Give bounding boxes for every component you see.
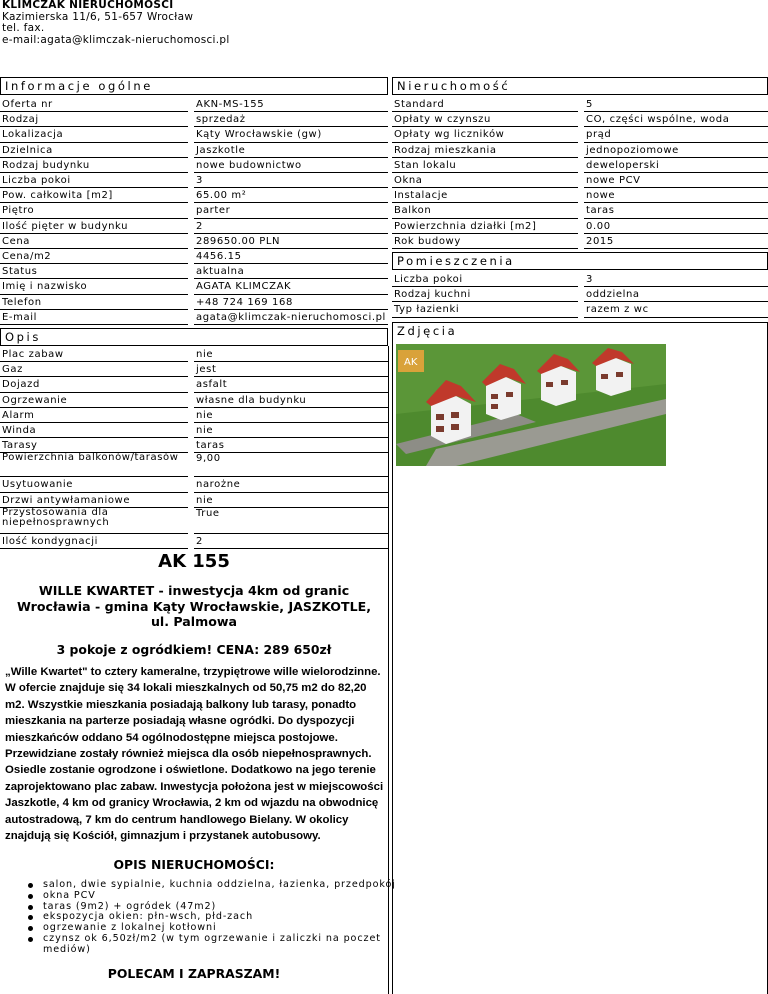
table-row	[392, 234, 768, 249]
row-label: Plac zabaw	[2, 349, 64, 360]
list-item-text: czynsz ok 6,50zł/m2 (w tym ogrzewanie i zaliczki na poczet mediów)	[43, 932, 381, 955]
table-row	[0, 295, 388, 310]
row-value: taras	[196, 440, 225, 452]
row-value: True	[196, 507, 220, 519]
list-item-text: ekspozycja okien: płn-wsch, płd-zach	[43, 911, 254, 923]
row-label: Rodzaj budynku	[2, 159, 90, 171]
row-value: oddzielna	[586, 289, 640, 301]
row-value: parter	[196, 205, 231, 217]
agency-email: e-mail:agata@klimczak-nieruchomosci.pl	[2, 33, 230, 46]
row-value: 2	[196, 220, 203, 232]
row-value: jednopoziomowe	[586, 144, 679, 156]
table-row	[0, 423, 388, 438]
row-label: Standard	[394, 99, 445, 110]
table-row	[0, 112, 388, 127]
row-value: własne dla budynku	[196, 394, 307, 406]
table-row	[0, 158, 388, 173]
bullet-icon	[28, 894, 33, 899]
row-label: Liczba pokoi	[2, 175, 71, 186]
table-row	[0, 362, 388, 377]
row-divider	[194, 548, 388, 549]
section-title-general: Informacje ogólne	[0, 77, 388, 95]
table-row	[0, 264, 388, 279]
table-row	[0, 493, 388, 508]
table-row	[0, 234, 388, 249]
table-row	[0, 249, 388, 264]
row-value: sprzedaż	[196, 114, 246, 126]
table-row	[0, 534, 388, 549]
row-value: 65.00 m²	[196, 190, 247, 202]
table-row	[0, 127, 388, 142]
list-item	[28, 934, 398, 956]
table-row	[0, 188, 388, 203]
table-row	[392, 219, 768, 234]
table-row	[392, 272, 768, 287]
row-label: Ilość kondygnacji	[2, 535, 98, 547]
row-label: Imię i nazwisko	[2, 281, 88, 293]
table-row	[392, 287, 768, 302]
row-divider	[0, 324, 188, 325]
list-item-text: salon, dwie sypialnie, kuchnia oddzielna, łazienka, przedpokój	[43, 879, 396, 890]
row-label: Powierzchnia balkonów/tarasów	[2, 452, 179, 464]
row-label: Telefon	[2, 296, 42, 308]
offer-code: AK 155	[158, 551, 230, 572]
property-photo[interactable]	[396, 344, 666, 466]
row-divider	[584, 248, 768, 249]
row-label: Opłaty w czynszu	[394, 114, 491, 126]
row-value: AGATA KLIMCZAK	[196, 281, 292, 293]
row-value: nowe budownictwo	[196, 159, 302, 171]
table-row	[0, 219, 388, 234]
bullet-icon	[28, 926, 33, 931]
table-row	[0, 173, 388, 188]
row-value: 3	[196, 175, 203, 186]
features-title: OPIS NIERUCHOMOŚCI:	[113, 857, 275, 872]
row-label: Rok budowy	[394, 235, 461, 247]
row-value: CO, części wspólne, woda	[586, 114, 730, 126]
agency-header	[2, 0, 230, 46]
row-value: asfalt	[196, 379, 228, 391]
row-label: Przystosowania dla niepełnosprawnych	[2, 506, 110, 528]
row-label: Powierzchnia działki [m2]	[394, 220, 537, 232]
row-value: 4456.15	[196, 251, 242, 262]
row-value: 9,00	[196, 453, 221, 465]
table-row	[0, 347, 388, 362]
row-label: Typ łazienki	[394, 304, 460, 316]
table-row	[0, 203, 388, 218]
row-value: nie	[196, 425, 214, 436]
table-row	[392, 302, 768, 317]
table-row	[0, 279, 388, 294]
row-label: Alarm	[2, 409, 35, 421]
table-row	[0, 508, 388, 534]
bullet-icon	[28, 937, 33, 942]
table-row	[392, 143, 768, 158]
table-row	[0, 310, 388, 325]
section-title-opis: Opis	[0, 328, 388, 346]
row-label: Oferta nr	[2, 99, 53, 110]
table-row	[392, 97, 768, 112]
list-item-text: okna PCV	[43, 889, 96, 901]
offer-headline: WILLE KWARTET - inwestycja 4km od granic Wrocławia - gmina Kąty Wrocławskie, JASZKOTLE, ul. Palmowa	[16, 583, 372, 630]
agency-address: Kazimierska 11/6, 51-657 Wrocław	[2, 10, 194, 23]
row-label: Pow. całkowita [m2]	[2, 190, 113, 202]
table-row	[0, 477, 388, 492]
row-label: Piętro	[2, 205, 35, 217]
row-label: Liczba pokoi	[394, 274, 463, 285]
row-value: nowe PCV	[586, 175, 641, 186]
offer-description: „Wille Kwartet" to cztery kameralne, trzypiętrowe wille wielorodzinne. W ofercie znajduje się 34 lokali mieszkalnych od 50,75 m2 do 82,20 m2. Wszystkie mieszkania posiadają balkony lub tarasy, ponadto mieszkania na parterze posiadają własne ogródki. Do dyspozycji mieszkańców oddano 54 ogólnodostępne miejsca postojowe. Przewidziane zostały również miejsca dla osób niepełnosprawnych. Osiedle zostanie ogrodzone i oświetlone. Dodatkowo na jego terenie zaprojektowano plac zabaw. Inwestycja położona jest w miejscowości Jaszkotle, 4 km od granicy Wrocławia, 2 km od wjazdu na obwodnicę autostradową, 7 km do centrum handlowego Bielany. W okolicy znajdują się Kościół, gimnazjum i przystanek autobusowy.	[5, 666, 384, 843]
section-title-photos: Zdjęcia	[392, 322, 768, 342]
row-label: Cena/m2	[2, 251, 52, 262]
row-divider	[0, 548, 188, 549]
table-row	[392, 203, 768, 218]
table-row	[392, 173, 768, 188]
section-title-rooms: Pomieszczenia	[392, 252, 768, 270]
row-value: aktualna	[196, 266, 245, 278]
offer-subheadline: 3 pokoje z ogródkiem! CENA: 289 650zł	[56, 642, 332, 657]
property-render-image	[396, 344, 666, 466]
table-row	[0, 453, 388, 477]
row-label: Rodzaj mieszkania	[394, 144, 497, 156]
row-value: taras	[586, 205, 615, 217]
row-value: 2	[196, 535, 203, 547]
row-value: nowe	[586, 190, 616, 202]
row-divider	[584, 317, 768, 318]
row-label: Ogrzewanie	[2, 394, 68, 406]
row-label: Ilość pięter w budynku	[2, 220, 129, 232]
row-label: Lokalizacja	[2, 129, 64, 141]
row-label: Cena	[2, 235, 31, 247]
table-row	[0, 393, 388, 408]
table-row	[392, 158, 768, 173]
row-value: agata@klimczak-nieruchomosci.pl	[196, 311, 386, 323]
list-item-text: taras (9m2) + ogródek (47m2)	[43, 900, 217, 912]
row-value: narożne	[196, 479, 241, 491]
row-value: nie	[196, 494, 214, 506]
row-value: AKN-MS-155	[196, 99, 265, 110]
list-item-text: ogrzewanie z lokalnej kotłowni	[43, 922, 217, 934]
table-row	[392, 112, 768, 127]
table-row	[392, 188, 768, 203]
row-label: Okna	[394, 175, 423, 186]
row-value: +48 724 169 168	[196, 296, 293, 308]
row-label: Opłaty wg liczników	[394, 129, 505, 141]
agency-phone: tel. fax.	[2, 22, 45, 35]
agency-name: KLIMCZAK NIERUCHOMOŚCI	[2, 0, 174, 11]
row-label: Balkon	[394, 205, 432, 217]
photo-badge: AK	[404, 357, 418, 368]
row-value: nie	[196, 409, 214, 421]
features-list	[28, 880, 398, 956]
row-value: deweloperski	[586, 159, 660, 171]
table-row	[0, 377, 388, 392]
row-label: Gaz	[2, 364, 23, 376]
bullet-icon	[28, 915, 33, 920]
table-row	[0, 143, 388, 158]
row-label: Status	[2, 266, 38, 278]
row-value: 2015	[586, 235, 614, 247]
row-label: Winda	[2, 425, 37, 436]
row-value: nie	[196, 349, 214, 360]
row-label: Instalacje	[394, 190, 448, 202]
row-value: Jaszkotle	[196, 144, 246, 156]
closing-line: POLECAM I ZAPRASZAM!	[107, 966, 281, 981]
row-label: Tarasy	[2, 440, 38, 452]
row-value: Kąty Wrocławskie (gw)	[196, 129, 322, 141]
table-row	[0, 408, 388, 423]
bullet-icon	[28, 883, 33, 888]
row-label: Usytuowanie	[2, 479, 73, 491]
row-label: Rodzaj kuchni	[394, 289, 471, 301]
row-value: 3	[586, 274, 593, 285]
row-divider	[194, 324, 388, 325]
row-value: prąd	[586, 129, 612, 141]
row-divider	[392, 248, 578, 249]
row-label: Dzielnica	[2, 144, 53, 156]
row-value: 289650.00 PLN	[196, 235, 281, 247]
row-value: jest	[196, 364, 217, 376]
row-value: 0.00	[586, 220, 611, 232]
row-label: E-mail	[2, 311, 37, 323]
table-row	[0, 97, 388, 112]
bullet-icon	[28, 905, 33, 910]
row-divider	[392, 317, 578, 318]
row-value: 5	[586, 99, 593, 110]
section-title-property: Nieruchomość	[392, 77, 768, 95]
row-value: razem z wc	[586, 304, 649, 316]
row-label: Stan lokalu	[394, 159, 457, 171]
table-row	[392, 127, 768, 142]
row-label: Dojazd	[2, 379, 40, 391]
row-label: Rodzaj	[2, 114, 39, 126]
row-label: Drzwi antywłamaniowe	[2, 494, 131, 506]
